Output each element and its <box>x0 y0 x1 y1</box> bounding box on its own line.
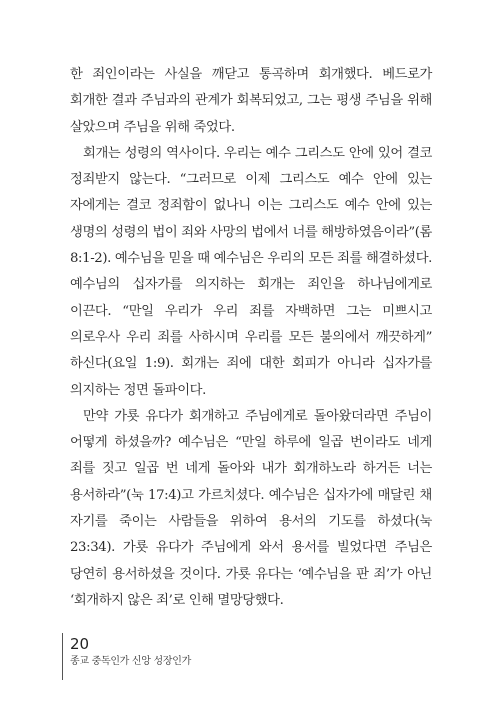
running-title: 종교 중독인가 신앙 성장인가 <box>70 656 191 667</box>
paragraph-continued: 한 죄인이라는 사실을 깨닫고 통곡하며 회개했다. 베드로가 회개한 결과 주님과의 관계가 회복되었고, 그는 평생 주님을 위해 살았으며 주님을 위해 죽었다. <box>70 67 432 135</box>
paragraph-repentance: 회개는 성령의 역사이다. 우리는 예수 그리스도 안에 있어 결코 정죄받지 않는다. “그러므로 이제 그리스도 예수 안에 있는 자에게는 결코 정죄함이 없나니 이는 그리스도 예수 안에 있는 생명의 성령의 법이 죄와 사망의 법에서 너를 해방하였음이라”(롬 8:1-2). 예수님을 믿을 때 예수님은 우리의 모든 죄를 해결하셨다. 예수님의 십자가를 의지하는 회개는 죄인을 하나님에게로 이끈다. “만일 우리가 우리 죄를 자백하면 그는 미쁘시고 의로우사 우리 죄를 사하시며 우리를 모든 불의에서 깨끗하게” 하신다(요일 1:9). 회개는 죄에 대한 회피가 아니라 십자가를 의지하는 정면 돌파이다. <box>70 145 432 398</box>
page-number: 20 <box>70 635 90 653</box>
body-text <box>70 62 432 614</box>
paragraph-judas: 만약 가룟 유다가 회개하고 주님에게로 돌아왔더라면 주님이 어떻게 하셨을까? 예수님은 “만일 하루에 일곱 번이라도 네게 죄를 짓고 일곱 번 네게 돌아와 내가 회개하노라 하거든 너는 용서하라”(눅 17:4)고 가르치셨다. 예수님은 십자가에 매달린 채 자기를 죽이는 사람들을 위하여 용서의 기도를 하셨다(눅 23:34). 가룟 유다가 주님에게 와서 용서를 빌었다면 주님은 당연히 용서하셨을 것이다. 가룟 유다는 ‘예수님을 판 죄’가 아닌 ‘회개하지 않은 죄’로 인해 멸망당했다. <box>70 408 432 608</box>
page-footer <box>62 633 191 680</box>
